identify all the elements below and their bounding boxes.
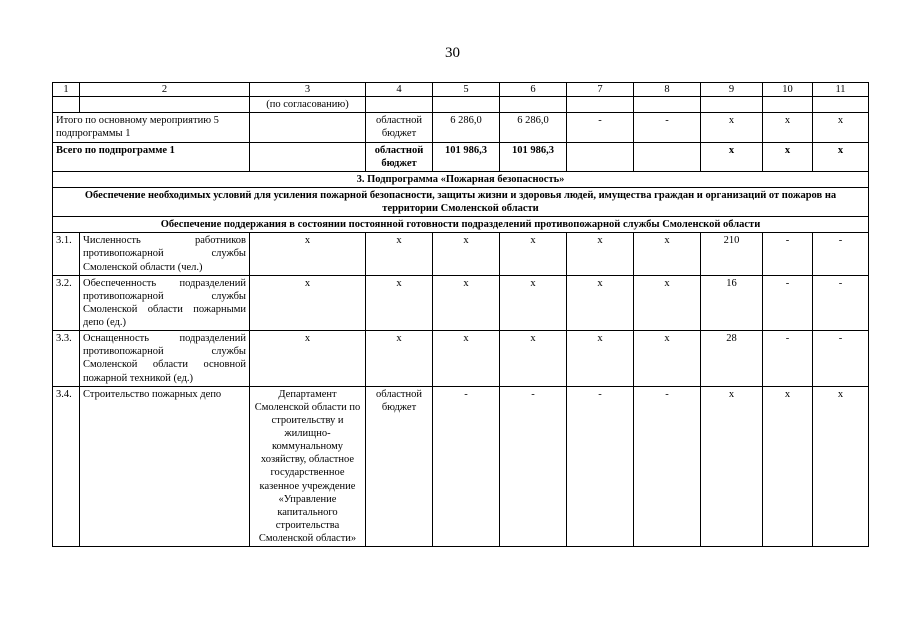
table-cell [763,97,813,113]
table-cell: х [763,113,813,142]
table-cell: х [433,331,500,387]
table-cell: - [634,386,701,547]
table-cell: х [500,275,567,331]
table-cell: х [433,233,500,275]
table-cell: х [366,233,433,275]
section-goal: Обеспечение необходимых условий для усиления пожарной безопасности, защиты жизни и здоровья людей, имущества граждан и организаций от пожаров на территории Смоленской области [53,187,869,216]
header-cell: 4 [366,83,433,97]
table-row [53,275,869,331]
table-cell: - [763,275,813,331]
header-cell: 2 [80,83,250,97]
table-cell: х [500,233,567,275]
header-cell: 9 [701,83,763,97]
section-row [53,187,869,216]
table-cell [250,142,366,171]
table-cell: областной бюджет [366,386,433,547]
row-number: 3.1. [53,233,80,275]
table-cell: - [813,233,869,275]
table-cell: х [567,275,634,331]
table-cell: х [634,275,701,331]
header-cell: 5 [433,83,500,97]
table-cell: х [366,331,433,387]
table-cell: х [634,331,701,387]
table-cell [701,97,763,113]
table-cell: 16 [701,275,763,331]
section-task: Обеспечение поддержания в состоянии постоянной готовности подразделений противопожарной службы Смоленской области [53,217,869,233]
table-cell: - [433,386,500,547]
table-cell: 101 986,3 [500,142,567,171]
table-cell: х [701,386,763,547]
table-cell: х [813,113,869,142]
row-number: 3.2. [53,275,80,331]
section-row [53,171,869,187]
table-cell: Численность работников противопожарной службы Смоленской области (чел.) [80,233,250,275]
table-cell: х [567,233,634,275]
table-cell: - [763,331,813,387]
table-cell: 210 [701,233,763,275]
table-cell: х [567,331,634,387]
table-row [53,331,869,387]
header-cell: 1 [53,83,80,97]
table-row [53,97,869,113]
header-row [53,83,869,97]
table-cell [567,142,634,171]
table-cell: областной бюджет [366,113,433,142]
table-cell: х [763,386,813,547]
header-cell: 11 [813,83,869,97]
table-cell: х [433,275,500,331]
table-cell: х [250,233,366,275]
table-cell: областной бюджет [366,142,433,171]
table-cell: - [813,331,869,387]
header-cell: 3 [250,83,366,97]
table-cell [250,113,366,142]
header-cell: 8 [634,83,701,97]
table-cell [634,97,701,113]
table-cell: х [763,142,813,171]
table-cell [80,97,250,113]
table-cell: х [813,386,869,547]
table-cell: (по согласованию) [250,97,366,113]
table-cell: - [567,113,634,142]
table-cell: - [813,275,869,331]
header-cell: 7 [567,83,634,97]
table-cell: - [763,233,813,275]
table-cell [433,97,500,113]
program-table [52,82,869,547]
table-cell: 6 286,0 [500,113,567,142]
table-cell: х [813,142,869,171]
table-cell [813,97,869,113]
table-row [53,233,869,275]
header-cell: 10 [763,83,813,97]
table-cell [366,97,433,113]
table-cell: х [250,331,366,387]
table-cell: - [634,113,701,142]
table-cell [53,97,80,113]
table-cell: 101 986,3 [433,142,500,171]
table-cell: х [250,275,366,331]
table-row [53,386,869,547]
table-cell: х [500,331,567,387]
table-cell [634,142,701,171]
table-cell: Итого по основному мероприятию 5 подпрограммы 1 [53,113,250,142]
table-cell: Департамент Смоленской области по строительству и жилищно-коммунальному хозяйству, областное государственное казенное учреждение «Управление капитального строительства Смоленской области» [250,386,366,547]
table-cell: Обеспеченность подразделений противопожарной службы Смоленской области пожарными депо (ед.) [80,275,250,331]
table-cell: Всего по подпрограмме 1 [53,142,250,171]
header-cell: 6 [500,83,567,97]
table-cell: х [701,113,763,142]
table-cell [500,97,567,113]
row-number: 3.4. [53,386,80,547]
table-row [53,113,869,142]
table-cell: - [500,386,567,547]
table-cell: Строительство пожарных депо [80,386,250,547]
table-cell: - [567,386,634,547]
page-number: 30 [445,45,460,61]
table-cell: х [366,275,433,331]
section-title: 3. Подпрограмма «Пожарная безопасность» [53,171,869,187]
table-cell [567,97,634,113]
table-row [53,142,869,171]
table-cell: Оснащенность подразделений противопожарной службы Смоленской области основной пожарной техникой (ед.) [80,331,250,387]
row-number: 3.3. [53,331,80,387]
table-cell: х [634,233,701,275]
table-cell: 28 [701,331,763,387]
table-cell: 6 286,0 [433,113,500,142]
section-row [53,217,869,233]
table-cell: х [701,142,763,171]
